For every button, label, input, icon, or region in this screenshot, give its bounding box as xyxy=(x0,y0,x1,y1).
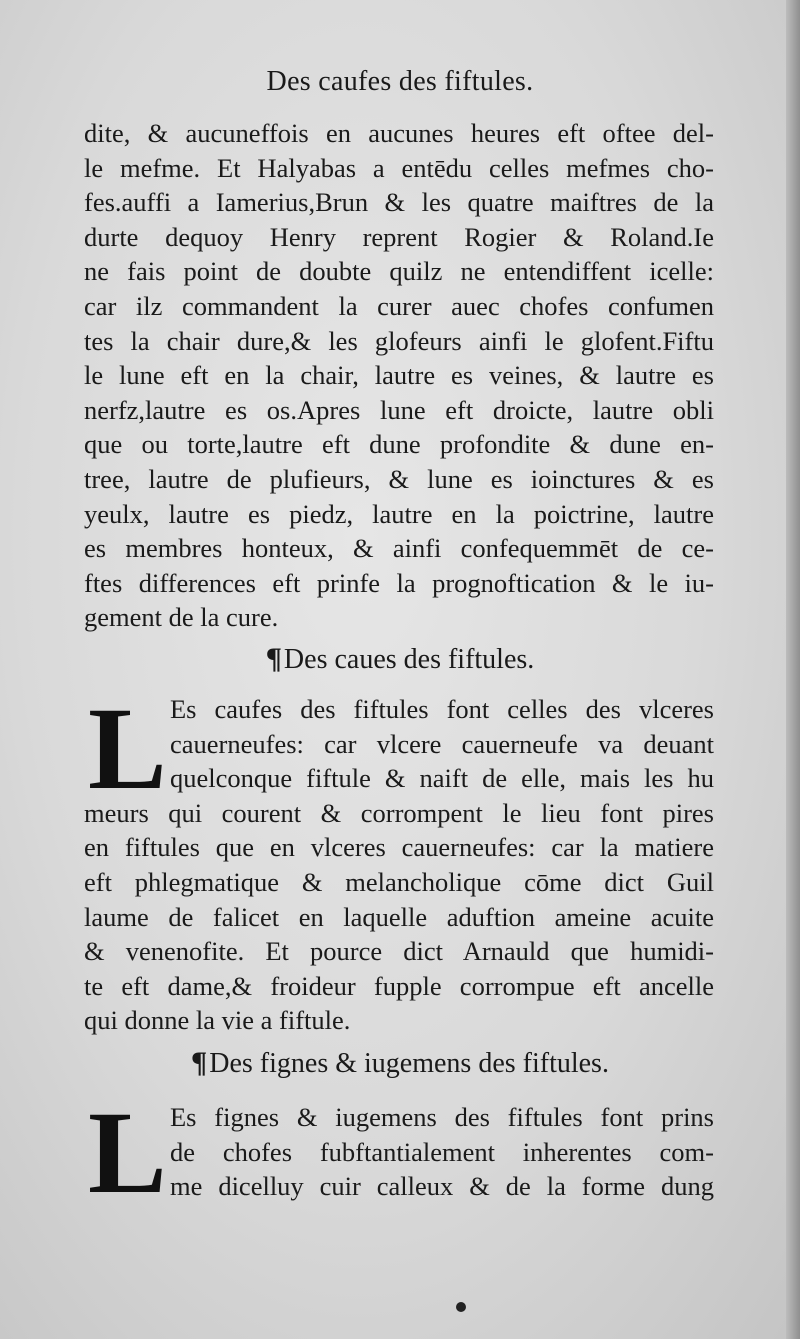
text-line: ftes differences eft prinfe la prognoftication & le iu- xyxy=(84,567,714,598)
text-line: eft phlegmatique & melancholique cōme dict Guil xyxy=(84,866,714,897)
text-line: en fiftules que en vlceres cauerneufes: car la matiere xyxy=(84,832,714,863)
text-line: Es caufes des fiftules font celles des vlceres xyxy=(170,694,714,724)
paragraph-continuation xyxy=(84,116,714,635)
text-line: qui donne la vie a fiftule. xyxy=(84,1005,351,1036)
text-line: car ilz commandent la curer auec chofes confumen xyxy=(84,290,714,321)
text-line: nerfz,lautre es os.Apres lune eft droicte, lautre obli xyxy=(84,394,714,425)
section-heading xyxy=(0,642,800,676)
text-line: te eft dame,& froideur fupple corrompue eft ancelle xyxy=(84,970,714,1001)
pilcrow-mark: ¶ xyxy=(191,1046,208,1079)
text-line: laume de falicet en laquelle aduftion ameine acuite xyxy=(84,901,714,932)
text-line: quelconque fiftule & naift de elle, mais les hu xyxy=(170,763,714,794)
ink-dot xyxy=(456,1302,466,1312)
section-heading xyxy=(0,1046,800,1080)
drop-cap-initial: L xyxy=(88,1087,167,1218)
text-line: cauerneufes: car vlcere cauerneufe va deuant xyxy=(170,728,714,759)
heading-text: Des fignes & iugemens des fiftules. xyxy=(209,1048,609,1079)
paragraph-causes xyxy=(84,683,714,1038)
drop-cap-initial: L xyxy=(88,683,167,814)
text-line: de chofes fubftantialement inherentes com- xyxy=(170,1136,714,1167)
text-line: Es fignes & iugemens des fiftules font prins xyxy=(170,1102,714,1132)
pilcrow-mark: ¶ xyxy=(265,642,282,675)
text-line: dite, & aucuneffois en aucunes heures eft oftee del- xyxy=(84,118,714,148)
running-head: Des caufes des fiftules. xyxy=(266,66,534,97)
text-line: me dicelluy cuir calleux & de la forme dung xyxy=(170,1171,714,1202)
text-line: yeulx, lautre es piedz, lautre en la poictrine, lautre xyxy=(84,498,714,529)
paragraph-signs xyxy=(84,1100,714,1204)
text-line: que ou torte,lautre eft dune profondite & dune en- xyxy=(84,429,714,460)
text-line: tes la chair dure,& les glofeurs ainfi le glofent.Fiftu xyxy=(84,325,714,356)
text-line: durte dequoy Henry reprent Rogier & Roland.Ie xyxy=(84,221,714,252)
text-line: le mefme. Et Halyabas a entēdu celles mefmes cho- xyxy=(84,152,714,183)
text-line: ne fais point de doubte quilz ne entendiffent icelle: xyxy=(84,256,714,287)
text-line: meurs qui courent & corrompent le lieu font pires xyxy=(84,797,714,828)
text-line: & venenofite. Et pource dict Arnauld que humidi- xyxy=(84,936,714,967)
text-line: tree, lautre de plufieurs, & lune es ioinctures & es xyxy=(84,463,714,494)
text-line: le lune eft en la chair, lautre es veines, & lautre es xyxy=(84,360,714,391)
text-line: gement de la cure. xyxy=(84,602,279,633)
heading-text: Des caues des fiftules. xyxy=(283,644,535,675)
text-line: fes.auffi a Iamerius,Brun & les quatre maiftres de la xyxy=(84,187,714,218)
text-line: es membres honteux, & ainfi confequemmēt de ce- xyxy=(84,533,714,564)
